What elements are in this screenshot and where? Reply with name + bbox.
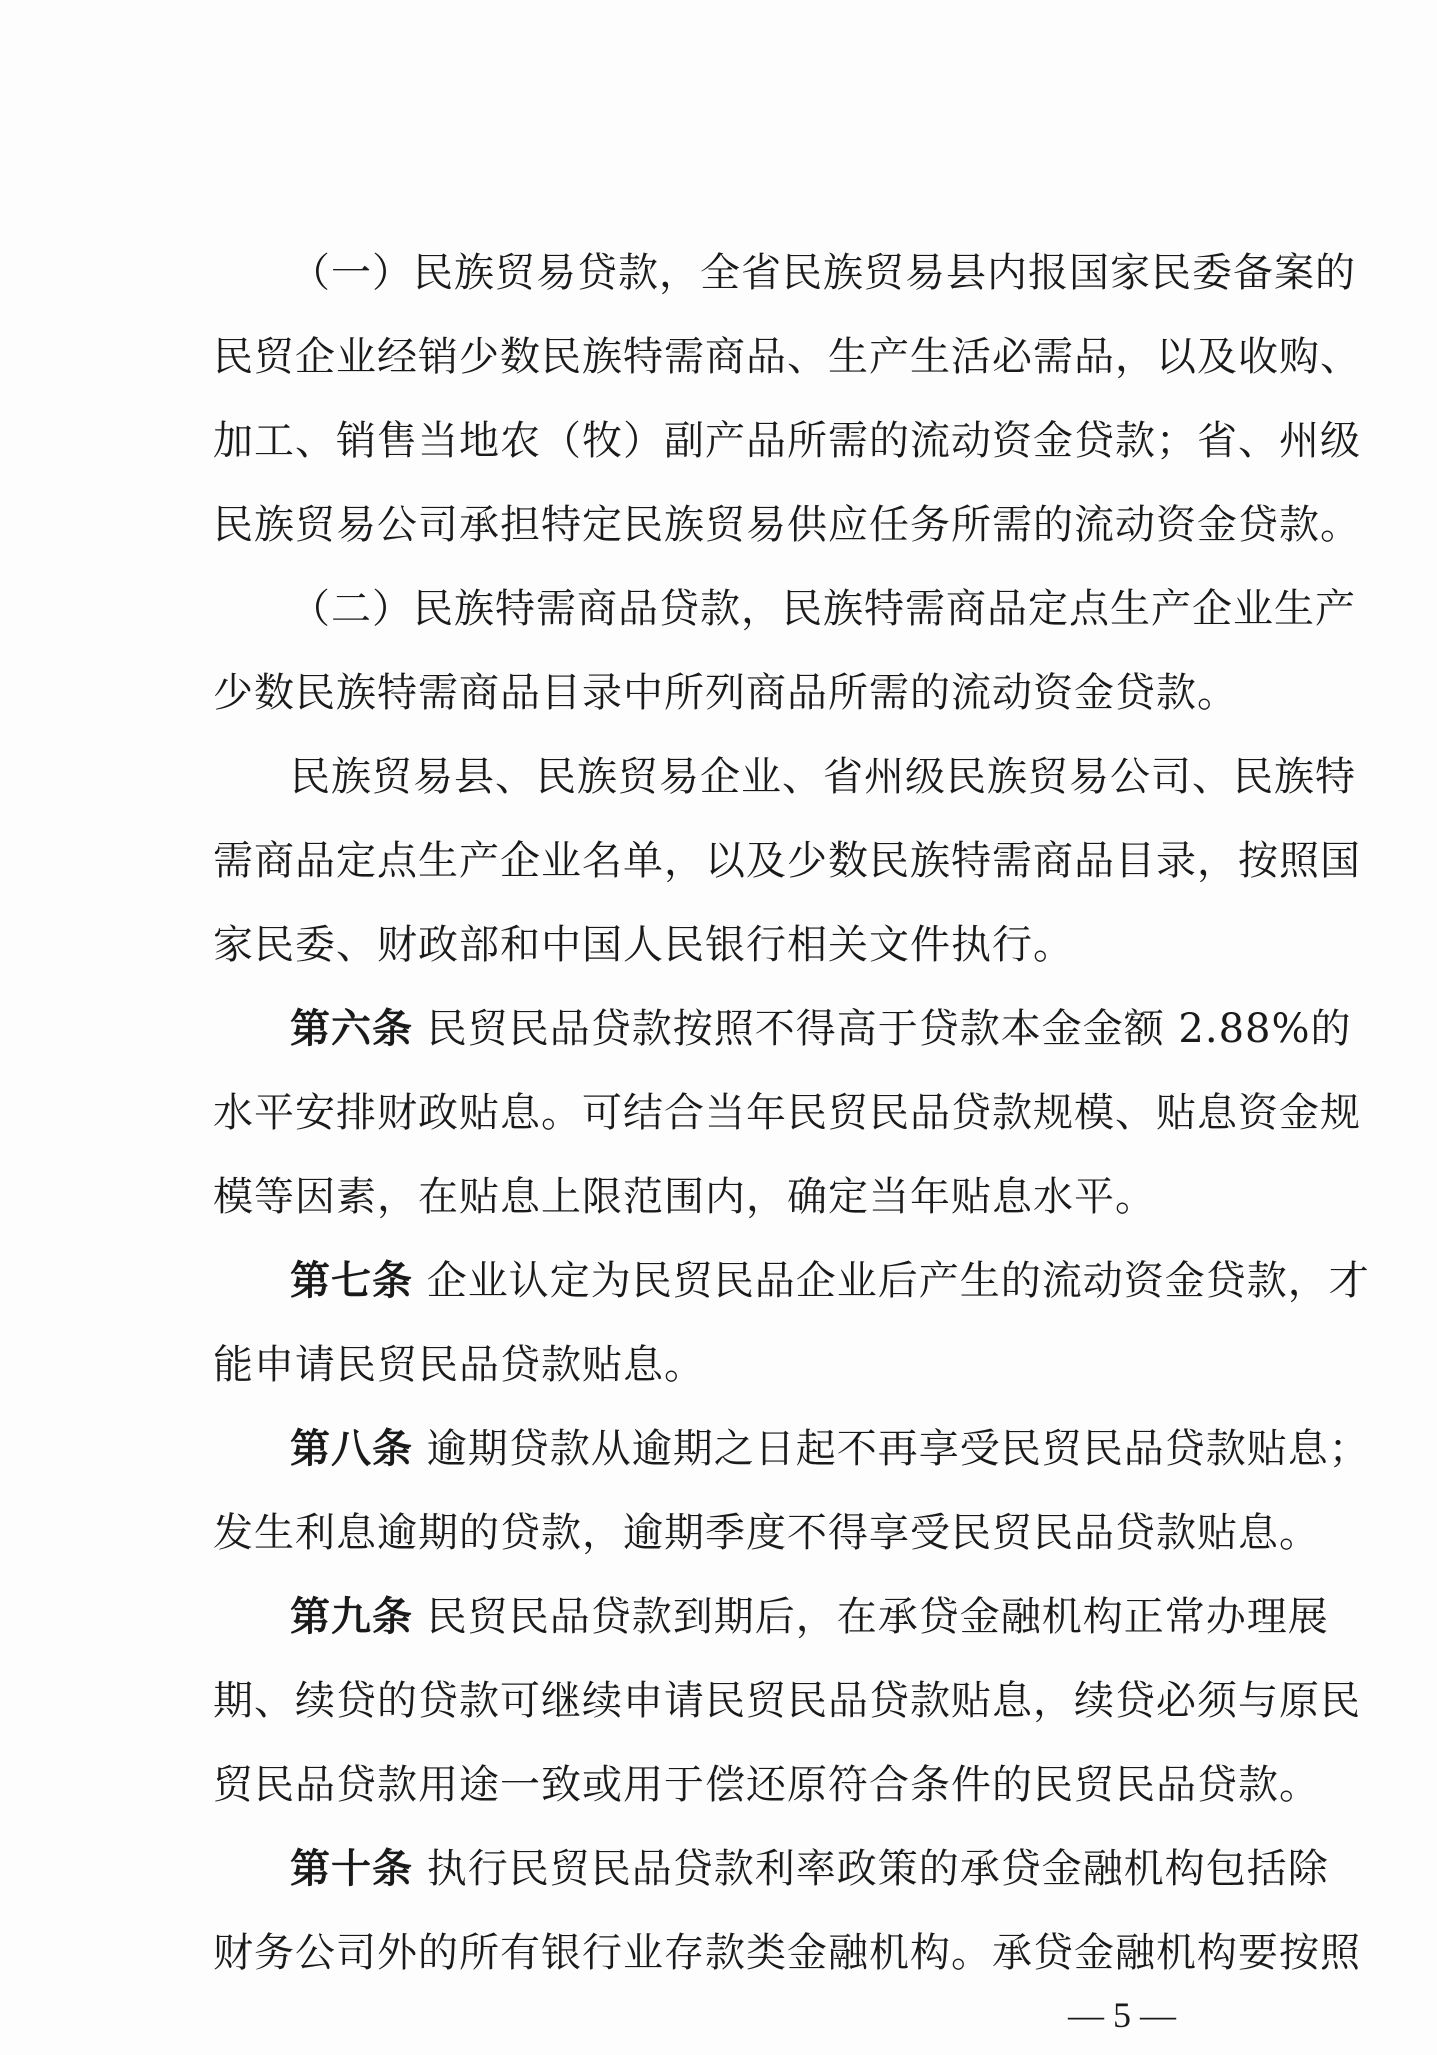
text-span: 企业认定为民贸民品企业后产生的流动资金贷款，才 [426,1258,1370,1304]
article-6-label: 第六条 [290,1005,413,1052]
text-line: 民族贸易公司承担特定民族贸易供应任务所需的流动资金贷款。 [213,502,1361,548]
article-10-label: 第十条 [290,1845,413,1892]
page-number: — 5 — [1068,1995,1176,2035]
text-line: 民贸企业经销少数民族特需商品、生产生活必需品，以及收购、 [213,334,1361,380]
text-line: 民族贸易县、民族贸易企业、省州级民族贸易公司、民族特 [290,754,1356,800]
article-6-line [290,1001,1352,1057]
article-9-label: 第九条 [290,1593,413,1640]
text-span: 民贸民品贷款到期后，在承贷金融机构正常办理展 [426,1594,1329,1640]
text-line: （二）民族特需商品贷款，民族特需商品定点生产企业生产 [290,586,1356,632]
article-10-line [290,1841,1329,1897]
article-8-line [290,1421,1370,1477]
article-7-label: 第七条 [290,1257,413,1304]
article-7-line [290,1253,1370,1309]
article-8-label: 第八条 [290,1425,413,1472]
text-line: （一）民族贸易贷款，全省民族贸易县内报国家民委备案的 [290,250,1356,296]
text-line: 发生利息逾期的贷款，逾期季度不得享受民贸民品贷款贴息。 [213,1510,1320,1556]
text-span: 逾期贷款从逾期之日起不再享受民贸民品贷款贴息； [426,1426,1370,1472]
text-span: 民贸民品贷款按照不得高于贷款本金金额 2.88%的 [426,1006,1352,1052]
text-line: 需商品定点生产企业名单，以及少数民族特需商品目录，按照国 [213,838,1361,884]
text-line: 水平安排财政贴息。可结合当年民贸民品贷款规模、贴息资金规 [213,1090,1361,1136]
text-line: 财务公司外的所有银行业存款类金融机构。承贷金融机构要按照 [213,1930,1361,1976]
article-9-line [290,1589,1329,1645]
text-line: 能申请民贸民品贷款贴息。 [213,1342,705,1388]
text-span: 执行民贸民品贷款利率政策的承贷金融机构包括除 [426,1846,1329,1892]
text-line: 模等因素，在贴息上限范围内，确定当年贴息水平。 [213,1174,1156,1220]
text-line: 期、续贷的贷款可继续申请民贸民品贷款贴息，续贷必须与原民 [213,1678,1361,1724]
text-line: 家民委、财政部和中国人民银行相关文件执行。 [213,922,1074,968]
text-line: 贸民品贷款用途一致或用于偿还原符合条件的民贸民品贷款。 [213,1762,1320,1808]
text-line: 少数民族特需商品目录中所列商品所需的流动资金贷款。 [213,670,1238,716]
text-line: 加工、销售当地农（牧）副产品所需的流动资金贷款；省、州级 [213,418,1361,464]
